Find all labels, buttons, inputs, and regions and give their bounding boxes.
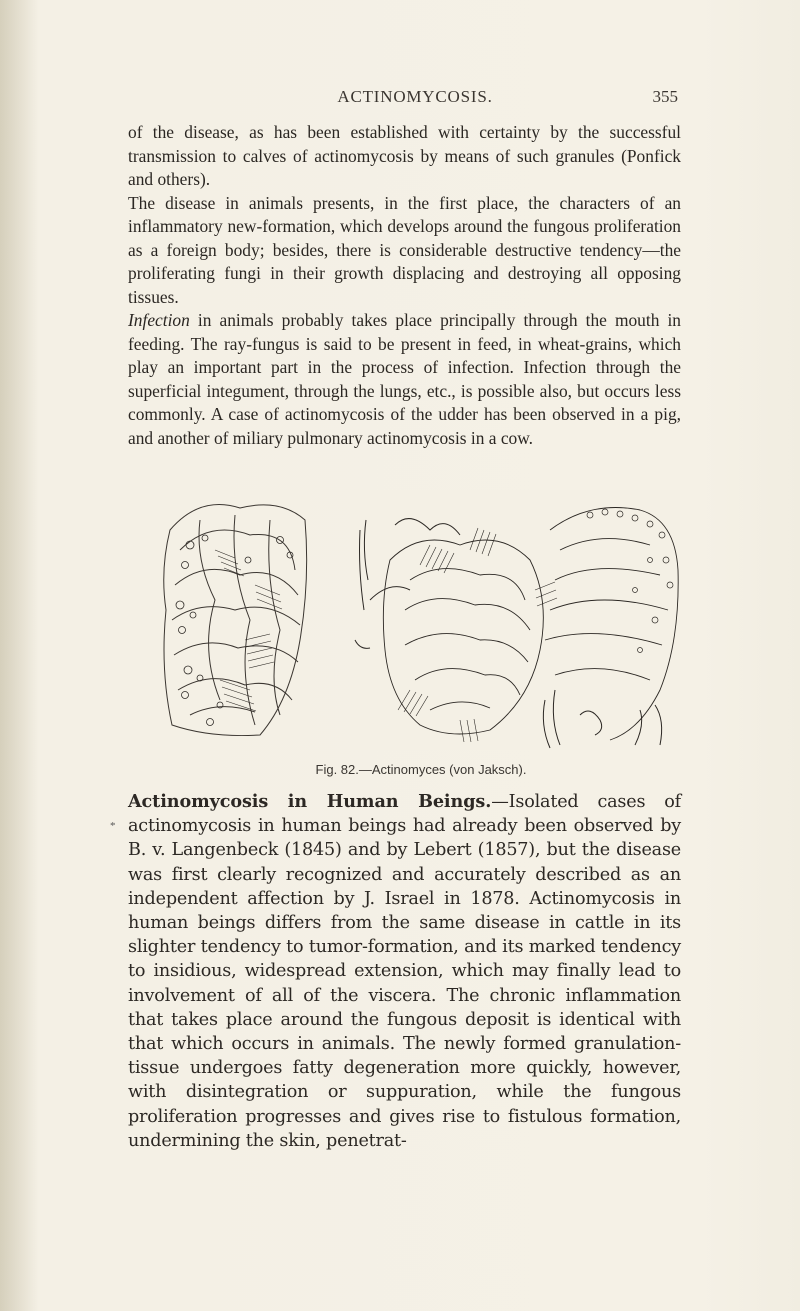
section-text: —Isolated cases of actinomycosis in human beings had already been observed by B. v. Langenbeck (1845) and by Lebert (1857), but the disease was first clearly recognized and accurately described as an independent affection by J. Israel in 1878. Actinomycosis in human beings differs from the same disease in cattle in its slighter tendency to tumor-formation, and its marked tendency to insidious, widespread extension, which may finally lead to involvement of all of the viscera. The chronic inflammation that takes place around the fungous deposit is identical with that which occurs in animals. The newly formed granulation-tissue undergoes fatty degeneration more quickly, however, with disintegration or suppuration, while the fungous proliferation progresses and gives rise to fistulous formation, undermining the skin, penetrat-	[128, 792, 681, 1151]
paragraph-continuation: of the disease, as has been established with certainty by the successful transmission to calves of actinomycosis by means of such granules (Ponfick and others).	[128, 122, 681, 189]
margin-mark: *	[110, 820, 116, 832]
spine-shadow	[0, 0, 38, 1311]
text-block-upper	[128, 121, 681, 450]
figure-caption: Fig. 82.—Actinomyces (von Jaksch).	[315, 762, 527, 777]
infection-italic: Infection	[128, 310, 190, 330]
page-number: 355	[652, 87, 678, 106]
running-title: ACTINOMYCOSIS.	[337, 87, 493, 106]
running-head	[0, 87, 800, 111]
actinomyces-left-illustration	[160, 490, 310, 750]
paragraph-human	[128, 790, 681, 1153]
figure-82	[160, 490, 682, 777]
section-heading: Actinomycosis in Human Beings.	[128, 791, 492, 812]
paragraph-animal-disease: The disease in animals presents, in the first place, the characters of an inflammatory new-formation, which develops around the fungous proliferation as a foreign body; besides, there is considerable destructive tendency—the proliferating fungi in their growth displacing and destroying all opposing tissues.	[128, 192, 681, 307]
infection-text: in animals probably takes place principally through the mouth in feeding. The ray-fungus is said to be present in feed, in wheat-grains, which play an important part in the process of infection. Infection through the superficial integument, through the lungs, etc., is possible also, but occurs less commonly. A case of actinomycosis of the udder has been observed in a pig, and another of miliary pulmonary actinomycosis in a cow.	[128, 310, 681, 448]
actinomyces-right-illustration	[350, 490, 680, 750]
text-block-lower	[128, 790, 681, 1153]
paragraph-infection	[128, 309, 681, 450]
